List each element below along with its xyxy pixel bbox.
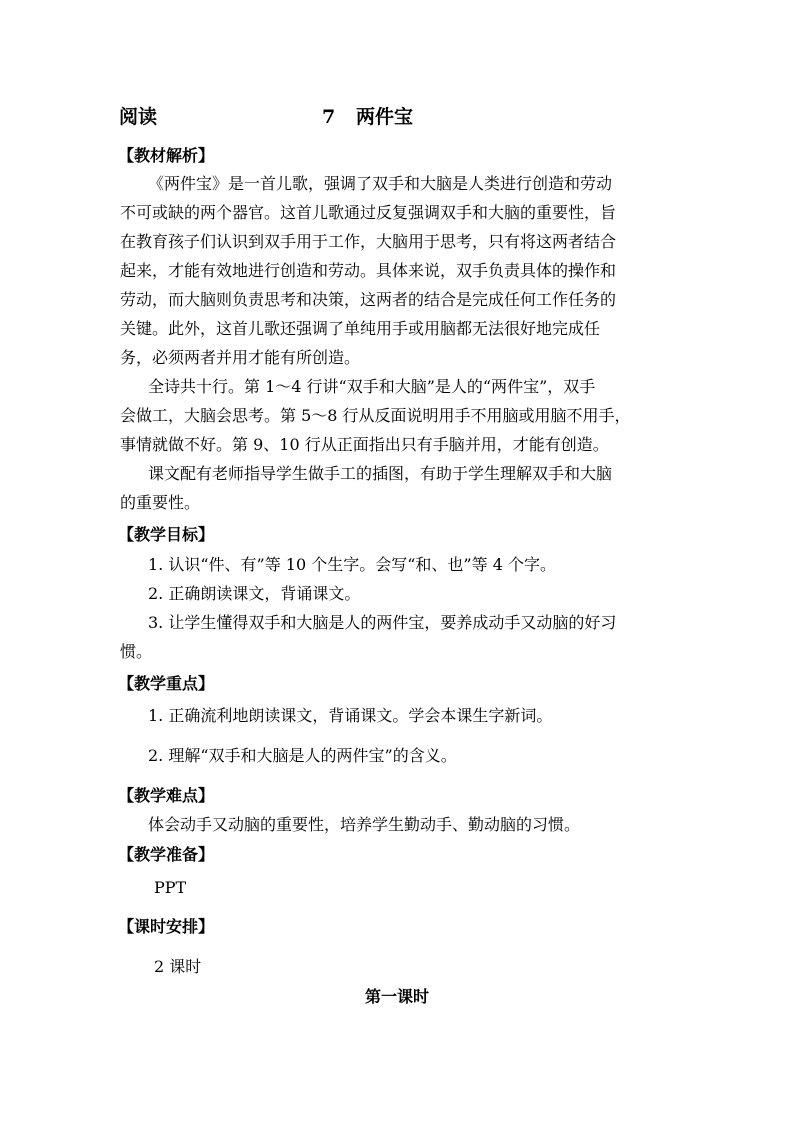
goal-item: 2. 正确朗读课文，背诵课文。 <box>148 584 361 603</box>
schedule-text: 2 课时 <box>154 957 202 976</box>
preparation-heading: 【教学准备】 <box>118 845 215 864</box>
difficulties-text: 体会动手又动脑的重要性，培养学生勤动手、勤动脑的习惯。 <box>148 815 581 834</box>
lesson-title: 两件宝 <box>356 106 414 128</box>
key-point-item: 1. 正确流利地朗读课文，背诵课文。学会本课生字新词。 <box>148 706 553 725</box>
analysis-line: 劳动，而大脑则负责思考和决策，这两者的结合是完成任何工作任务的 <box>120 290 617 309</box>
preparation-text: PPT <box>154 878 187 897</box>
analysis-line: 关键。此外，这首儿歌还强调了单纯用手或用脑都无法很好地完成任 <box>120 319 601 338</box>
analysis-line: 在教育孩子们认识到双手用于工作，大脑用于思考，只有将这两者结合 <box>120 232 617 251</box>
analysis-line: 课文配有老师指导学生做手工的插图，有助于学生理解双手和大脑 <box>148 464 613 483</box>
lesson-number: 7 <box>322 106 336 128</box>
analysis-line: 《两件宝》是一首儿歌，强调了双手和大脑是人类进行创造和劳动 <box>148 174 613 193</box>
analysis-line: 务，必须两者并用才能有所创造。 <box>120 348 361 367</box>
title-category: 阅读 <box>119 106 158 128</box>
analysis-line: 的重要性。 <box>120 493 201 512</box>
analysis-line: 不可或缺的两个器官。这首儿歌通过反复强调双手和大脑的重要性，旨 <box>120 203 617 222</box>
difficulties-heading: 【教学难点】 <box>118 786 215 805</box>
analysis-line: 起来，才能有效地进行创造和劳动。具体来说，双手负责具体的操作和 <box>120 261 617 280</box>
schedule-heading: 【课时安排】 <box>118 917 215 936</box>
goal-item: 3. 让学生懂得双手和大脑是人的两件宝，要养成动手又动脑的好习 <box>148 613 617 632</box>
analysis-line: 全诗共十行。第 1～4 行讲“双手和大脑”是人的“两件宝”，双手 <box>148 377 596 396</box>
analysis-line: 事情就做不好。第 9、10 行从正面指出只有手脑并用，才能有创造。 <box>120 435 609 454</box>
analysis-heading: 【教材解析】 <box>118 146 215 165</box>
key-points-heading: 【教学重点】 <box>118 674 215 693</box>
analysis-line: 会做工，大脑会思考。第 5～8 行从反面说明用手不用脑或用脑不用手， <box>120 406 631 425</box>
first-lesson-heading: 第一课时 <box>364 987 429 1006</box>
goal-item: 1. 认识“件、有”等 10 个生字。会写“和、也”等 4 个字。 <box>148 555 556 574</box>
goals-heading: 【教学目标】 <box>118 525 215 544</box>
key-point-item: 2. 理解“双手和大脑是人的两件宝”的含义。 <box>148 746 457 765</box>
goal-item: 惯。 <box>120 642 153 661</box>
